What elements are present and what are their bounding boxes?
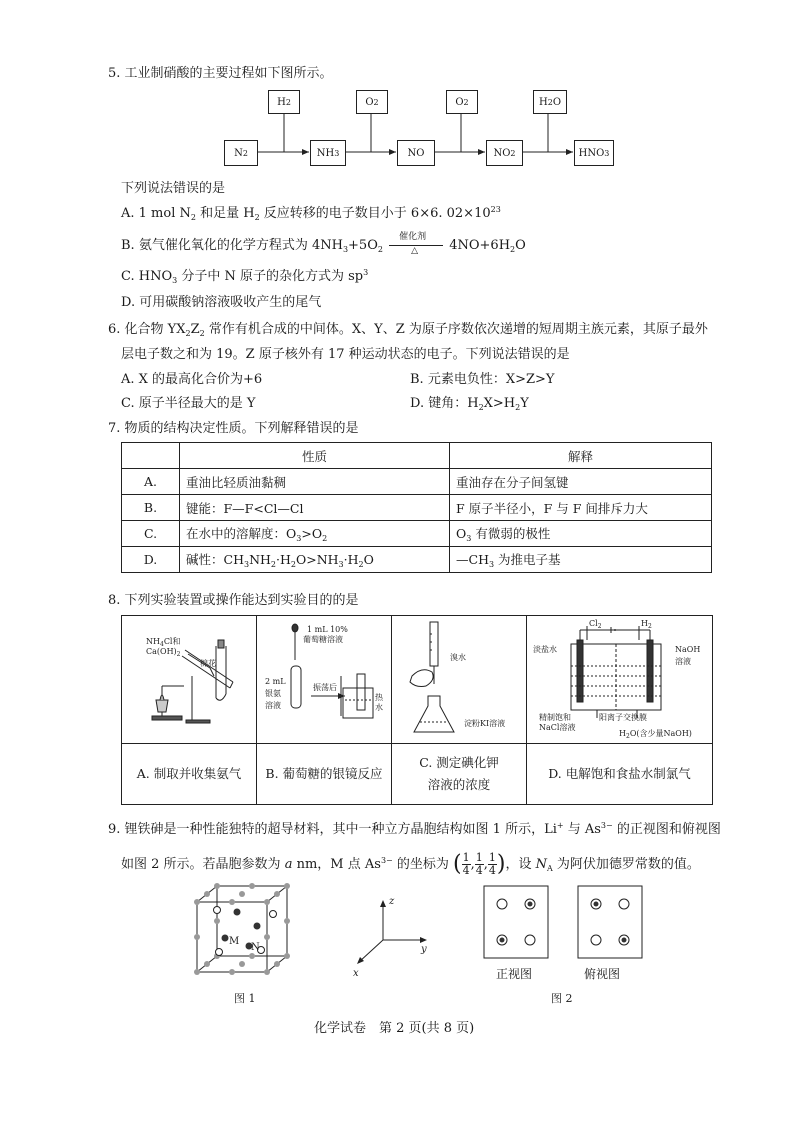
q8-caption-d: D. 电解饱和食盐水制氯气 (548, 766, 691, 781)
q8-stem: 8. 下列实验装置或操作能达到实验目的的是 (108, 593, 359, 608)
label-glucose: 葡萄糖溶液 (303, 635, 343, 644)
q9-figure2-caption: 图 2 (551, 992, 573, 1005)
q7-table (121, 442, 712, 573)
flow-box-no: NO (397, 140, 435, 166)
table-header-row (122, 443, 712, 469)
q6-option-d: D. 键角：$H_2X>H_2Y$ (410, 396, 529, 412)
page-footer: 化学试卷 第 2 页(共 8 页) (314, 1021, 475, 1036)
q9-coordinate-axes (345, 890, 435, 980)
q8-caption-a: A. 制取并收集氨气 (136, 766, 242, 781)
q5-option-c: C. $HNO_3$ 分子中 N 原子的杂化方式为 $sp^3$ (121, 268, 369, 285)
flow-box-o2-a: O 2 (356, 90, 388, 114)
point-n-label: N (251, 942, 260, 953)
q6-stem-line2: 层电子数之和为 19。Z 原子核外有 17 种运动状态的电子。下列说法错误的是 (121, 347, 570, 362)
label-h2o-naoh: $H_2O$(含少量NaOH) (619, 729, 692, 740)
axis-z-label: z (389, 896, 395, 907)
label-bromine-water: 溴水 (450, 653, 466, 662)
flow-box-h2o: H 2 O (533, 90, 567, 114)
table-row: A. 重油比轻质油黏稠 重油存在分子间氢键 (122, 469, 712, 495)
label-naoh: NaOH (675, 645, 701, 654)
q6-option-a: A. X 的最高化合价为+6 (121, 372, 263, 387)
label-water: 水 (375, 703, 383, 712)
table-row: D. 碱性：$CH_3NH_2\cdot H_2O>NH_3\cdot H_2O$ $—CH_3$ 为推电子基 (122, 547, 712, 573)
q8-apparatus-table (121, 615, 713, 805)
label-dilute-brine: 淡盐水 (533, 645, 557, 654)
q5-option-b: B. 氨气催化氧化的化学方程式为 $4NH_3+5O_2$ 催化剂 △ $4NO+6H_2O$ (121, 231, 526, 256)
q8-caption-c: C. 测定碘化钾 溶液的浓度 (419, 755, 499, 792)
label-naoh-solution: 溶液 (675, 657, 691, 666)
q5-flow-lines (0, 0, 794, 200)
q6-stem-line1: 6. 化合物 $YX_2Z_2$ 常作有机合成的中间体。X、Y、Z 为原子序数依次递增的短周期主族元素，其原子最外 (108, 322, 708, 338)
axis-y-label: y (421, 944, 427, 955)
label-cl2: $Cl_2$ (589, 619, 602, 630)
label-solution: 溶液 (265, 701, 281, 710)
label-2ml: 2 mL (265, 677, 286, 686)
label-membrane: 阳离子交换膜 (599, 713, 647, 722)
q6-option-b: B. 元素电负性：X>Z>Y (410, 372, 555, 387)
label-nh4cl: $NH_4Cl$和 (146, 637, 181, 648)
apparatus-silver-mirror-illustration (257, 616, 391, 743)
table-row: B. 键能：F—F<Cl—Cl F 原子半径小，F 与 F 间排斥力大 (122, 495, 712, 521)
label-1ml: 1 mL 10% (307, 625, 348, 634)
apparatus-electrolysis-illustration (527, 616, 711, 743)
q5-prompt: 下列说法错误的是 (121, 181, 226, 196)
q6-option-c: C. 原子半径最大的是 Y (121, 396, 256, 411)
flow-box-o2-b: O 2 (446, 90, 478, 114)
label-nacl-solution: NaCl溶液 (539, 723, 576, 732)
q5-option-d: D. 可用碳酸钠溶液吸收产生的尾气 (121, 295, 322, 310)
label-hot: 热 (375, 693, 383, 702)
label-cotton: 棉花 (200, 659, 216, 668)
label-h2: $H_2$ (641, 619, 652, 630)
q9-stem-line1: 9. 锂铁砷是一种性能独特的超导材料，其中一种立方晶胞结构如图 1 所示，Li+ 与 $As^{3-}$ 的正视图和俯视图 (108, 821, 721, 837)
col-header-property: 性质 (180, 443, 450, 469)
point-m-label: M (229, 936, 240, 947)
label-starch-ki: 淀粉KI溶液 (464, 719, 506, 728)
q5-stem: 5. 工业制硝酸的主要过程如下图所示。 (108, 66, 333, 81)
label-shake: 振荡后 (313, 683, 337, 692)
label-saturated: 精制饱和 (539, 713, 571, 722)
flow-box-hno3: HNO 3 (574, 140, 614, 166)
apparatus-titration-illustration (392, 616, 526, 743)
table-row: C. 在水中的溶解度：$O_3>O_2$ $O_3$ 有微弱的极性 (122, 521, 712, 547)
label-caoh2: $Ca(OH)_2$ (146, 647, 181, 658)
q9-stem-line2: 如图 2 所示。若晶胞参数为 a nm，M 点 $As^{3-}$ 的坐标为 ( $\frac{1}{4}$ , $\frac{1}{4}$ , $\frac{1}{4}$ )，设 $N_A$ 为阿伏加德罗常数的值。 (121, 851, 700, 877)
q9-front-view-label: 正视图 (496, 967, 533, 981)
q9-figure1-caption: 图 1 (234, 992, 256, 1005)
q9-top-view-label: 俯视图 (584, 967, 621, 981)
q5-option-a: A. 1 mol $N_2$ 和足量 $H_2$ 反应转移的电子数目小于 6×6. $02\times 10^{23}$ (121, 205, 501, 222)
flow-box-h2: H 2 (268, 90, 300, 114)
q9-figure1-unit-cell (185, 880, 305, 990)
axis-x-label: x (353, 968, 359, 979)
col-header-explanation: 解释 (450, 443, 712, 469)
q8-caption-b: B. 葡萄糖的银镜反应 (265, 766, 383, 781)
flow-box-nh3: NH 3 (310, 140, 346, 166)
q7-stem: 7. 物质的结构决定性质。下列解释错误的是 (108, 421, 359, 436)
apparatus-ammonia-illustration (122, 616, 256, 743)
label-silver-ammonia: 银氨 (265, 689, 281, 698)
q9-figure2-views (480, 884, 650, 964)
flow-box-n2: N 2 (224, 140, 258, 166)
flow-box-no2: NO 2 (486, 140, 523, 166)
